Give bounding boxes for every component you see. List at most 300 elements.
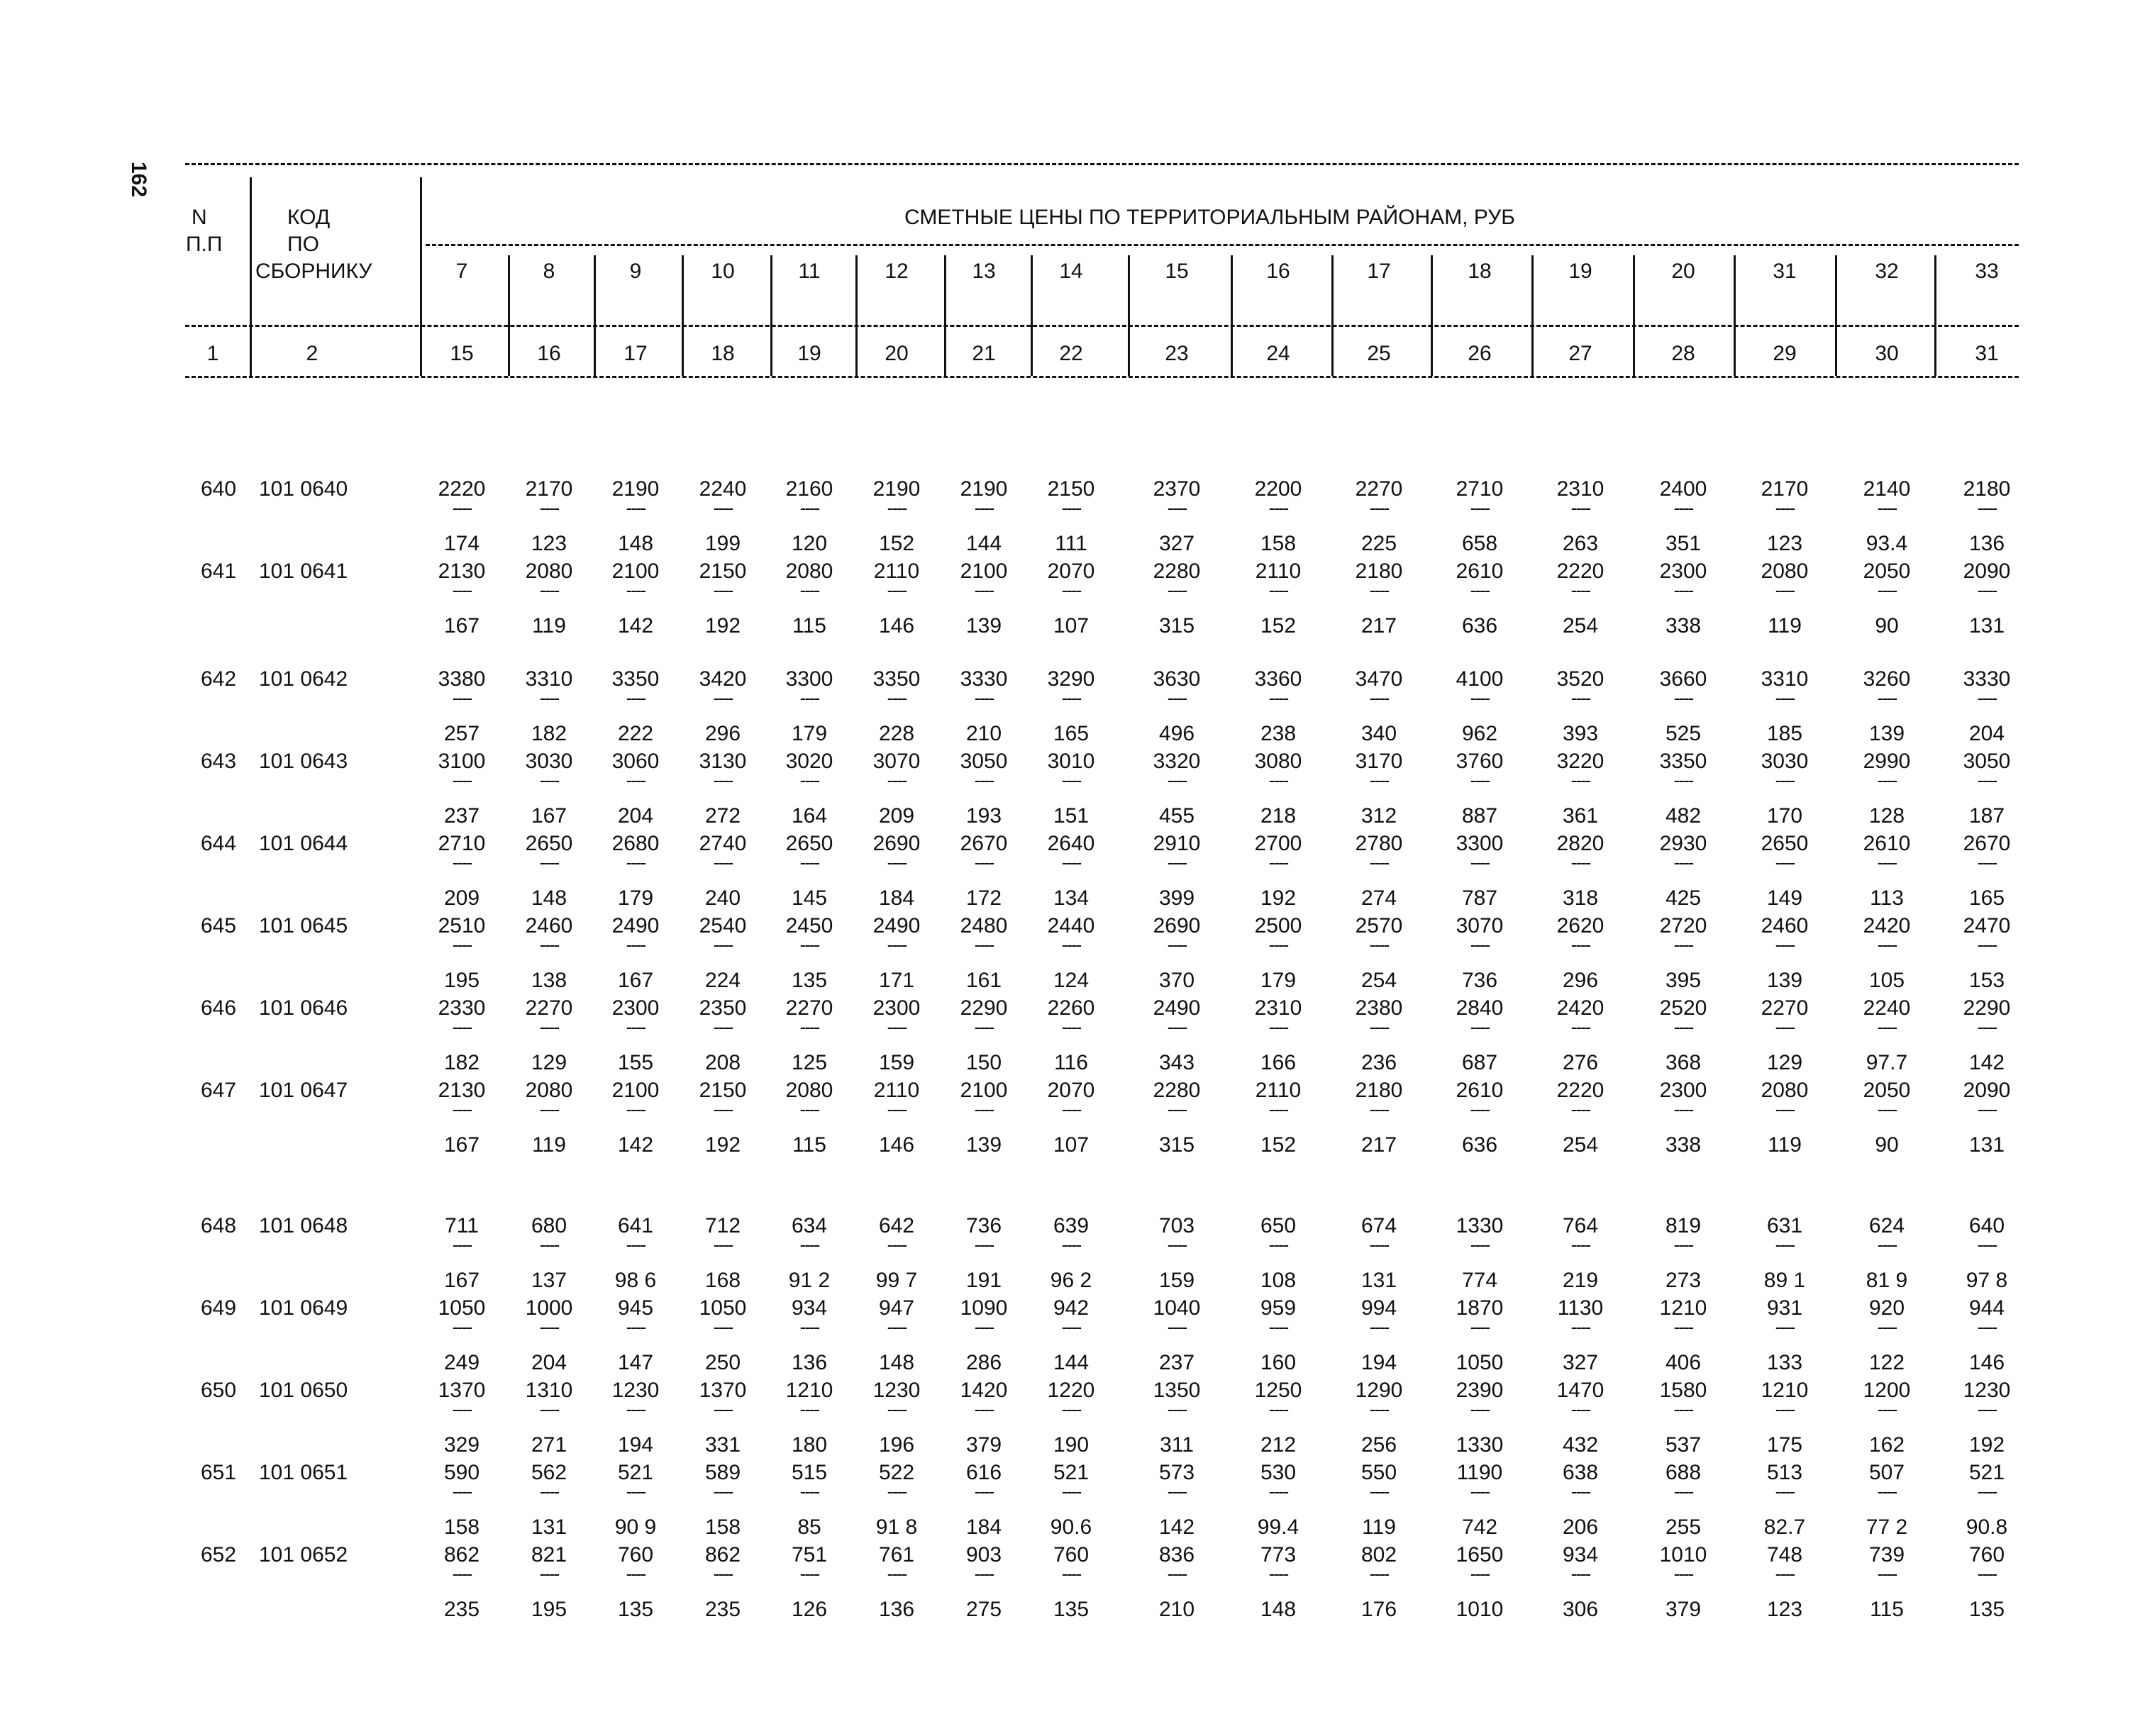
price-value: 2310 [1254,996,1302,1020]
price-value: 2520 [1659,996,1707,1020]
row-code: 101 0649 [259,1296,348,1320]
price-subvalue: 212 [1260,1433,1297,1457]
fraction-bar: ---- [799,1098,819,1120]
fraction-bar: ---- [1470,1016,1490,1037]
price-subvalue: 133 [1766,1351,1803,1374]
price-value: 3290 [1047,667,1095,691]
header-pp-label: П.П [186,233,223,256]
price-subvalue: 166 [1260,1051,1297,1074]
price-subvalue: 199 [704,532,741,555]
column-number: 28 [1671,342,1695,365]
price-value: 3520 [1556,667,1604,691]
fraction-bar: ---- [539,1316,559,1337]
fraction-bar: ---- [1470,934,1490,955]
price-value: 942 [1053,1296,1090,1320]
region-divider [594,255,596,376]
price-value: 2350 [699,996,747,1020]
price-value: 1000 [525,1296,573,1320]
fraction-bar: ---- [1570,1481,1590,1502]
fraction-bar: ---- [452,1098,472,1120]
price-subvalue: 145 [791,886,828,910]
fraction-bar: ---- [713,687,733,708]
price-subvalue: 131 [531,1515,567,1539]
price-subvalue: 193 [965,804,1002,828]
price-value: 3080 [1254,750,1302,773]
fraction-bar: ---- [1268,1481,1288,1502]
price-value: 2780 [1355,832,1403,855]
price-subvalue: 361 [1562,804,1599,828]
fraction-bar: ---- [452,769,472,791]
fraction-bar: ---- [1570,934,1590,955]
fraction-bar: ---- [799,1398,819,1420]
fraction-bar: ---- [799,1316,819,1337]
fraction-bar: ---- [1268,934,1288,955]
fraction-bar: ---- [1167,1098,1187,1120]
price-value: 2270 [1355,477,1403,501]
fraction-bar: ---- [887,1016,907,1037]
row-number: 649 [201,1296,237,1320]
price-value: 680 [531,1214,567,1237]
price-value: 2460 [1761,914,1809,937]
price-subvalue: 275 [965,1598,1002,1621]
price-value: 2370 [1153,477,1201,501]
price-subvalue: 146 [878,614,915,638]
fraction-bar: ---- [1167,1481,1187,1502]
fraction-bar: ---- [887,687,907,708]
price-subvalue: 152 [1260,1133,1297,1157]
fraction-bar: ---- [1470,1234,1490,1255]
region-divider [1031,255,1033,376]
price-value: 994 [1360,1296,1397,1320]
fraction-bar: ---- [1268,497,1288,518]
price-subvalue: 142 [617,614,654,638]
price-value: 2170 [1761,477,1809,501]
row-number: 640 [201,477,237,501]
price-subvalue: 273 [1665,1269,1702,1292]
price-subvalue: 167 [531,804,567,828]
fraction-bar: ---- [1570,687,1590,708]
price-value: 1370 [438,1379,486,1402]
fraction-bar: ---- [1877,934,1897,955]
price-value: 2110 [873,560,920,583]
price-value: 2300 [1659,1079,1707,1102]
price-value: 2820 [1556,832,1604,855]
column-number: 18 [711,342,735,365]
fraction-bar: ---- [1977,852,1997,873]
price-subvalue: 120 [791,532,828,555]
price-value: 3660 [1659,667,1707,691]
price-subvalue: 131 [1360,1269,1397,1292]
price-value: 1040 [1153,1296,1201,1320]
fraction-bar: ---- [1268,1316,1288,1337]
price-value: 2990 [1863,750,1911,773]
fraction-bar: ---- [452,1563,472,1584]
fraction-bar: ---- [1570,852,1590,873]
price-subvalue: 96 2 [1050,1269,1092,1292]
price-value: 2150 [699,1079,747,1102]
fraction-bar: ---- [1369,1316,1389,1337]
fraction-bar: ---- [1570,1016,1590,1037]
price-subvalue: 142 [1158,1515,1195,1539]
header-divider-code [420,177,422,376]
price-subvalue: 123 [1766,532,1803,555]
fraction-bar: ---- [799,1563,819,1584]
price-value: 2450 [785,914,833,937]
price-subvalue: 204 [1968,722,2005,745]
region-divider [682,255,684,376]
fraction-bar: ---- [1775,1398,1795,1420]
price-value: 862 [704,1543,741,1567]
price-subvalue: 164 [791,804,828,828]
fraction-bar: ---- [1268,1563,1288,1584]
price-value: 3310 [525,667,573,691]
price-subvalue: 91 2 [788,1269,831,1292]
price-value: 3470 [1355,667,1403,691]
price-value: 760 [1968,1543,2005,1567]
price-value: 638 [1562,1461,1599,1484]
price-value: 2180 [1355,560,1403,583]
price-subvalue: 379 [1665,1598,1702,1621]
price-subvalue: 139 [965,1133,1002,1157]
price-value: 3760 [1456,750,1504,773]
fraction-bar: ---- [1470,1098,1490,1120]
row-code: 101 0650 [259,1379,348,1402]
price-subvalue: 327 [1158,532,1195,555]
price-value: 1210 [1659,1296,1707,1320]
price-value: 760 [1053,1543,1090,1567]
column-number: 26 [1468,342,1492,365]
fraction-bar: ---- [974,1481,994,1502]
region-header: 7 [455,260,468,283]
fraction-bar: ---- [1673,1316,1693,1337]
price-subvalue: 182 [443,1051,480,1074]
price-value: 2100 [611,1079,660,1102]
price-value: 2420 [1556,996,1604,1020]
column-number: 23 [1165,342,1189,365]
price-value: 1010 [1659,1543,1707,1567]
price-value: 712 [704,1214,741,1237]
price-subvalue: 135 [1053,1598,1090,1621]
fraction-bar: ---- [1167,852,1187,873]
price-value: 2840 [1456,996,1504,1020]
fraction-bar: ---- [626,687,645,708]
fraction-bar: ---- [1061,769,1081,791]
fraction-bar: ---- [626,1234,645,1255]
fraction-bar: ---- [1775,1016,1795,1037]
price-subvalue: 432 [1562,1433,1599,1457]
fraction-bar: ---- [1570,1234,1590,1255]
price-subvalue: 129 [1766,1051,1803,1074]
column-number: 25 [1367,342,1391,365]
price-value: 640 [1968,1214,2005,1237]
fraction-bar: ---- [974,934,994,955]
region-header: 9 [629,260,642,283]
price-value: 562 [531,1461,567,1484]
price-subvalue: 165 [1053,722,1090,745]
price-value: 2140 [1863,477,1911,501]
fraction-bar: ---- [1369,1481,1389,1502]
price-subvalue: 129 [531,1051,567,1074]
price-subvalue: 236 [1360,1051,1397,1074]
price-subvalue: 128 [1868,804,1905,828]
price-value: 634 [791,1214,828,1237]
fraction-bar: ---- [1673,852,1693,873]
price-subvalue: 255 [1665,1515,1702,1539]
price-subvalue: 224 [704,969,741,992]
price-value: 2280 [1153,560,1201,583]
price-subvalue: 152 [878,532,915,555]
fraction-bar: ---- [799,579,819,601]
fraction-bar: ---- [1369,687,1389,708]
price-subvalue: 235 [704,1598,741,1621]
region-divider [1431,255,1433,376]
price-value: 947 [878,1296,915,1320]
fraction-bar: ---- [1369,1398,1389,1420]
row-number: 642 [201,667,237,691]
price-subvalue: 370 [1158,969,1195,992]
price-value: 2310 [1556,477,1604,501]
price-value: 2190 [611,477,660,501]
price-subvalue: 190 [1053,1433,1090,1457]
fraction-bar: ---- [1877,579,1897,601]
price-subvalue: 340 [1360,722,1397,745]
price-value: 2050 [1863,560,1911,583]
price-value: 550 [1360,1461,1397,1484]
price-value: 688 [1665,1461,1702,1484]
fraction-bar: ---- [974,497,994,518]
price-value: 2290 [1963,996,2011,1020]
fraction-bar: ---- [1061,1234,1081,1255]
price-subvalue: 736 [1461,969,1498,992]
header-po-label: ПО [287,233,319,256]
price-value: 530 [1260,1461,1297,1484]
region-header: 14 [1059,260,1083,283]
fraction-bar: ---- [1673,579,1693,601]
region-divider [1835,255,1837,376]
fraction-bar: ---- [1877,769,1897,791]
price-value: 2510 [438,914,486,937]
price-subvalue: 496 [1158,722,1195,745]
price-value: 3020 [785,750,833,773]
price-subvalue: 237 [443,804,480,828]
price-value: 3060 [611,750,660,773]
fraction-bar: ---- [1061,1316,1081,1337]
fraction-bar: ---- [1775,1481,1795,1502]
fraction-bar: ---- [974,1398,994,1420]
price-subvalue: 179 [791,722,828,745]
price-subvalue: 312 [1360,804,1397,828]
price-value: 3070 [1456,914,1504,937]
price-value: 862 [443,1543,480,1567]
row-number: 652 [201,1543,237,1567]
region-header: 11 [798,260,821,283]
price-value: 1210 [1761,1379,1809,1402]
price-subvalue: 250 [704,1351,741,1374]
price-subvalue: 399 [1158,886,1195,910]
price-value: 2220 [438,477,486,501]
price-value: 642 [878,1214,915,1237]
price-subvalue: 175 [1766,1433,1803,1457]
fraction-bar: ---- [1167,1398,1187,1420]
header-group-title: СМЕТНЫЕ ЦЕНЫ ПО ТЕРРИТОРИАЛЬНЫМ РАЙОНАМ, РУБ [904,206,1515,229]
fraction-bar: ---- [713,1016,733,1037]
fraction-bar: ---- [974,1234,994,1255]
price-subvalue: 525 [1665,722,1702,745]
price-subvalue: 108 [1260,1269,1297,1292]
fraction-bar: ---- [1061,1563,1081,1584]
price-subvalue: 167 [443,1269,480,1292]
price-subvalue: 962 [1461,722,1498,745]
price-value: 2650 [785,832,833,855]
price-value: 639 [1053,1214,1090,1237]
price-subvalue: 1010 [1456,1598,1504,1621]
price-value: 1050 [699,1296,747,1320]
price-subvalue: 338 [1665,1133,1702,1157]
column-number: 1 [206,342,219,365]
price-value: 674 [1360,1214,1397,1237]
fraction-bar: ---- [713,1316,733,1337]
price-value: 2080 [785,1079,833,1102]
price-value: 1210 [785,1379,833,1402]
price-subvalue: 194 [617,1433,654,1457]
price-subvalue: 116 [1054,1051,1088,1074]
fraction-bar: ---- [626,1098,645,1120]
price-subvalue: 235 [443,1598,480,1621]
fraction-bar: ---- [974,579,994,601]
price-value: 751 [791,1543,828,1567]
fraction-bar: ---- [1673,1563,1693,1584]
row-code: 101 0642 [259,667,348,691]
price-subvalue: 179 [1260,969,1297,992]
price-value: 3360 [1254,667,1302,691]
fraction-bar: ---- [799,1234,819,1255]
fraction-bar: ---- [1977,687,1997,708]
fraction-bar: ---- [713,1563,733,1584]
price-subvalue: 148 [531,886,567,910]
region-divider [855,255,858,376]
price-value: 2150 [699,560,747,583]
fraction-bar: ---- [1977,1016,1997,1037]
fraction-bar: ---- [1977,1481,1997,1502]
price-subvalue: 315 [1158,1133,1195,1157]
price-value: 1370 [699,1379,747,1402]
price-value: 3030 [1761,750,1809,773]
price-subvalue: 115 [1870,1598,1904,1621]
fraction-bar: ---- [1877,1481,1897,1502]
fraction-bar: ---- [713,579,733,601]
price-subvalue: 150 [965,1051,1002,1074]
fraction-bar: ---- [626,497,645,518]
price-value: 736 [965,1214,1002,1237]
price-value: 1250 [1254,1379,1302,1402]
price-subvalue: 1330 [1456,1433,1504,1457]
price-subvalue: 113 [1870,886,1904,910]
header-code-label: КОД [287,206,331,229]
fraction-bar: ---- [1673,934,1693,955]
price-value: 2080 [525,560,573,583]
price-subvalue: 179 [617,886,654,910]
price-subvalue: 131 [1968,614,2005,638]
fraction-bar: ---- [1061,852,1081,873]
price-subvalue: 91 8 [875,1515,918,1539]
price-subvalue: 168 [704,1269,741,1292]
price-subvalue: 111 [1055,532,1087,555]
price-value: 2710 [438,832,486,855]
price-value: 1330 [1456,1214,1504,1237]
fraction-bar: ---- [887,934,907,955]
price-value: 2710 [1456,477,1504,501]
fraction-bar: ---- [799,852,819,873]
price-subvalue: 191 [965,1269,1002,1292]
price-value: 739 [1868,1543,1905,1567]
price-value: 819 [1665,1214,1702,1237]
header-mid-rule [185,325,2019,327]
fraction-bar: ---- [799,1016,819,1037]
fraction-bar: ---- [1061,497,1081,518]
fraction-bar: ---- [1877,1016,1897,1037]
fraction-bar: ---- [1470,1563,1490,1584]
price-subvalue: 174 [443,532,480,555]
price-value: 703 [1158,1214,1195,1237]
price-value: 3380 [438,667,486,691]
price-value: 2110 [1255,560,1302,583]
price-subvalue: 209 [443,886,480,910]
region-header: 19 [1568,260,1592,283]
price-subvalue: 105 [1868,969,1905,992]
price-value: 2070 [1047,560,1095,583]
fraction-bar: ---- [1977,1398,1997,1420]
fraction-bar: ---- [626,934,645,955]
price-value: 1200 [1863,1379,1911,1402]
price-value: 2200 [1254,477,1302,501]
fraction-bar: ---- [887,497,907,518]
row-number: 641 [201,560,237,583]
fraction-bar: ---- [539,769,559,791]
price-value: 2260 [1047,996,1095,1020]
region-header: 15 [1165,260,1189,283]
price-value: 3070 [872,750,921,773]
fraction-bar: ---- [1061,687,1081,708]
price-value: 2240 [699,477,747,501]
fraction-bar: ---- [1167,1563,1187,1584]
price-subvalue: 296 [1562,969,1599,992]
price-value: 3050 [960,750,1008,773]
fraction-bar: ---- [1268,852,1288,873]
fraction-bar: ---- [887,769,907,791]
price-subvalue: 254 [1562,614,1599,638]
price-subvalue: 406 [1665,1351,1702,1374]
price-subvalue: 206 [1562,1515,1599,1539]
price-value: 2480 [960,914,1008,937]
fraction-bar: ---- [713,934,733,955]
price-value: 2100 [611,560,660,583]
price-value: 934 [791,1296,828,1320]
column-number: 2 [306,342,318,365]
region-header: 20 [1671,260,1695,283]
price-subvalue: 85 [797,1515,821,1539]
fraction-bar: ---- [539,497,559,518]
fraction-bar: ---- [1369,1098,1389,1120]
price-value: 521 [617,1461,654,1484]
fraction-bar: ---- [1369,497,1389,518]
price-value: 1230 [872,1379,921,1402]
price-subvalue: 343 [1158,1051,1195,1074]
fraction-bar: ---- [1775,1098,1795,1120]
fraction-bar: ---- [1268,1016,1288,1037]
region-divider [508,255,510,376]
price-value: 2690 [872,832,921,855]
price-subvalue: 119 [1768,1133,1802,1157]
